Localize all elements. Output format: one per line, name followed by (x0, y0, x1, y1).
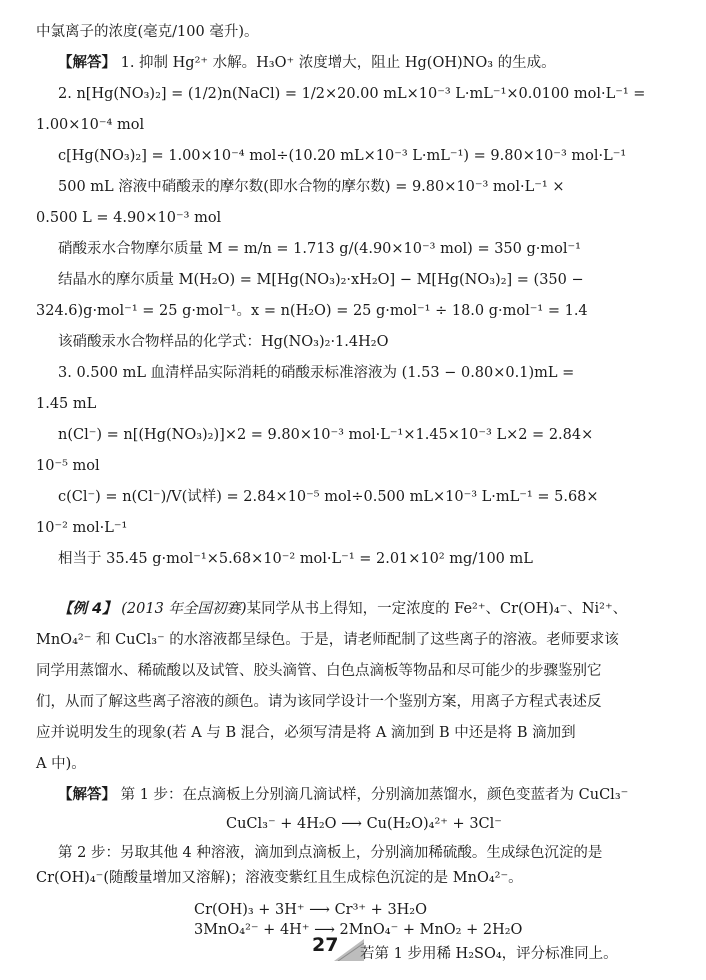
text-line: 第 2 步：另取其他 4 种溶液，滴加到点滴板上，分别滴加稀硫酸。生成绿色沉淀的是 (58, 845, 603, 861)
text-line: 中氯离子的浓度(毫克/100 毫升)。 (36, 24, 259, 40)
text-line: 10⁻² mol·L⁻¹ (36, 520, 128, 536)
example-source: (2013 年全国初赛) (121, 601, 247, 617)
text-line: 结晶水的摩尔质量 M(H₂O) = M[Hg(NO₃)₂·xH₂O] − M[Hg(NO₃)₂] = (350 − (58, 272, 584, 288)
text-line: Cr(OH)₄⁻(随酸量增加又溶解)；溶液变紫红且生成棕色沉淀的是 MnO₄²⁻。 (36, 870, 523, 886)
text-line: 10⁻⁵ mol (36, 458, 100, 474)
text-line: 们，从而了解这些离子溶液的颜色。请为该同学设计一个鉴别方案，用离子方程式表述反 (36, 694, 602, 710)
example-tag: 【例 4】 (58, 601, 117, 617)
page-number: 27 (312, 934, 339, 956)
equation: CuCl₃⁻ + 4H₂O ⟶ Cu(H₂O)₄²⁺ + 3Cl⁻ (226, 816, 502, 832)
answer-tag: 【解答】 (58, 55, 116, 71)
text-line: 324.6)g·mol⁻¹ = 25 g·mol⁻¹。x = n(H₂O) = 25 g·mol⁻¹ ÷ 18.0 g·mol⁻¹ = 1.4 (36, 303, 588, 319)
text-line: c[Hg(NO₃)₂] = 1.00×10⁻⁴ mol÷(10.20 mL×10⁻³ L·mL⁻¹) = 9.80×10⁻³ mol·L⁻¹ (58, 148, 627, 164)
text-line: 该硝酸汞水合物样品的化学式：Hg(NO₃)₂·1.4H₂O (58, 334, 389, 350)
text-line: n(Cl⁻) = n[(Hg(NO₃)₂)]×2 = 9.80×10⁻³ mol·L⁻¹×1.45×10⁻³ L×2 = 2.84× (58, 427, 594, 443)
text-line: 同学用蒸馏水、稀硫酸以及试管、胶头滴管、白色点滴板等物品和尽可能少的步骤鉴别它 (36, 663, 602, 679)
text-line: 应并说明发生的现象(若 A 与 B 混合，必须写清是将 A 滴加到 B 中还是将 B 滴加到 (36, 725, 576, 741)
text-line: 1.45 mL (36, 396, 97, 412)
text-line: 相当于 35.45 g·mol⁻¹×5.68×10⁻² mol·L⁻¹ = 2.01×10² mg/100 mL (58, 551, 533, 567)
text-line: c(Cl⁻) = n(Cl⁻)/V(试样) = 2.84×10⁻⁵ mol÷0.500 mL×10⁻³ L·mL⁻¹ = 5.68× (58, 489, 599, 505)
example-heading-line (58, 599, 627, 619)
text-line: 3. 0.500 mL 血清样品实际消耗的硝酸汞标准溶液为 (1.53 − 0.80×0.1)mL = (58, 365, 575, 381)
answer-line (58, 53, 556, 73)
text-line: 第 1 步：在点滴板上分别滴几滴试样，分别滴加蒸馏水，颜色变蓝者为 CuCl₃⁻ (120, 787, 629, 803)
text-line: 硝酸汞水合物摩尔质量 M = m/n = 1.713 g/(4.90×10⁻³ mol) = 350 g·mol⁻¹ (58, 241, 581, 257)
answer-tag: 【解答】 (58, 787, 116, 803)
text-line: 2. n[Hg(NO₃)₂] = (1/2)n(NaCl) = 1/2×20.00 mL×10⁻³ L·mL⁻¹×0.0100 mol·L⁻¹ = (58, 86, 646, 102)
text-line: 500 mL 溶液中硝酸汞的摩尔数(即水合物的摩尔数) = 9.80×10⁻³ mol·L⁻¹ × (58, 179, 565, 195)
equation: Cr(OH)₃ + 3H⁺ ⟶ Cr³⁺ + 3H₂O (194, 902, 428, 918)
text-line: MnO₄²⁻ 和 CuCl₃⁻ 的水溶液都呈绿色。于是，请老师配制了这些离子的溶液。老师要求该 (36, 632, 619, 648)
equation: 3MnO₄²⁻ + 4H⁺ ⟶ 2MnO₄⁻ + MnO₂ + 2H₂O (194, 922, 523, 938)
text-line: A 中)。 (36, 756, 86, 772)
text-line: 1.00×10⁻⁴ mol (36, 117, 145, 133)
text-line: 若第 1 步用稀 H₂SO₄，评分标准同上。 (360, 946, 618, 962)
text-line: 1. 抑制 Hg²⁺ 水解。H₃O⁺ 浓度增大，阻止 Hg(OH)NO₃ 的生成。 (116, 55, 556, 71)
text-line: 某同学从书上得知，一定浓度的 Fe²⁺、Cr(OH)₄⁻、Ni²⁺、 (246, 601, 628, 617)
text-line: 0.500 L = 4.90×10⁻³ mol (36, 210, 222, 226)
answer-line (58, 785, 628, 805)
